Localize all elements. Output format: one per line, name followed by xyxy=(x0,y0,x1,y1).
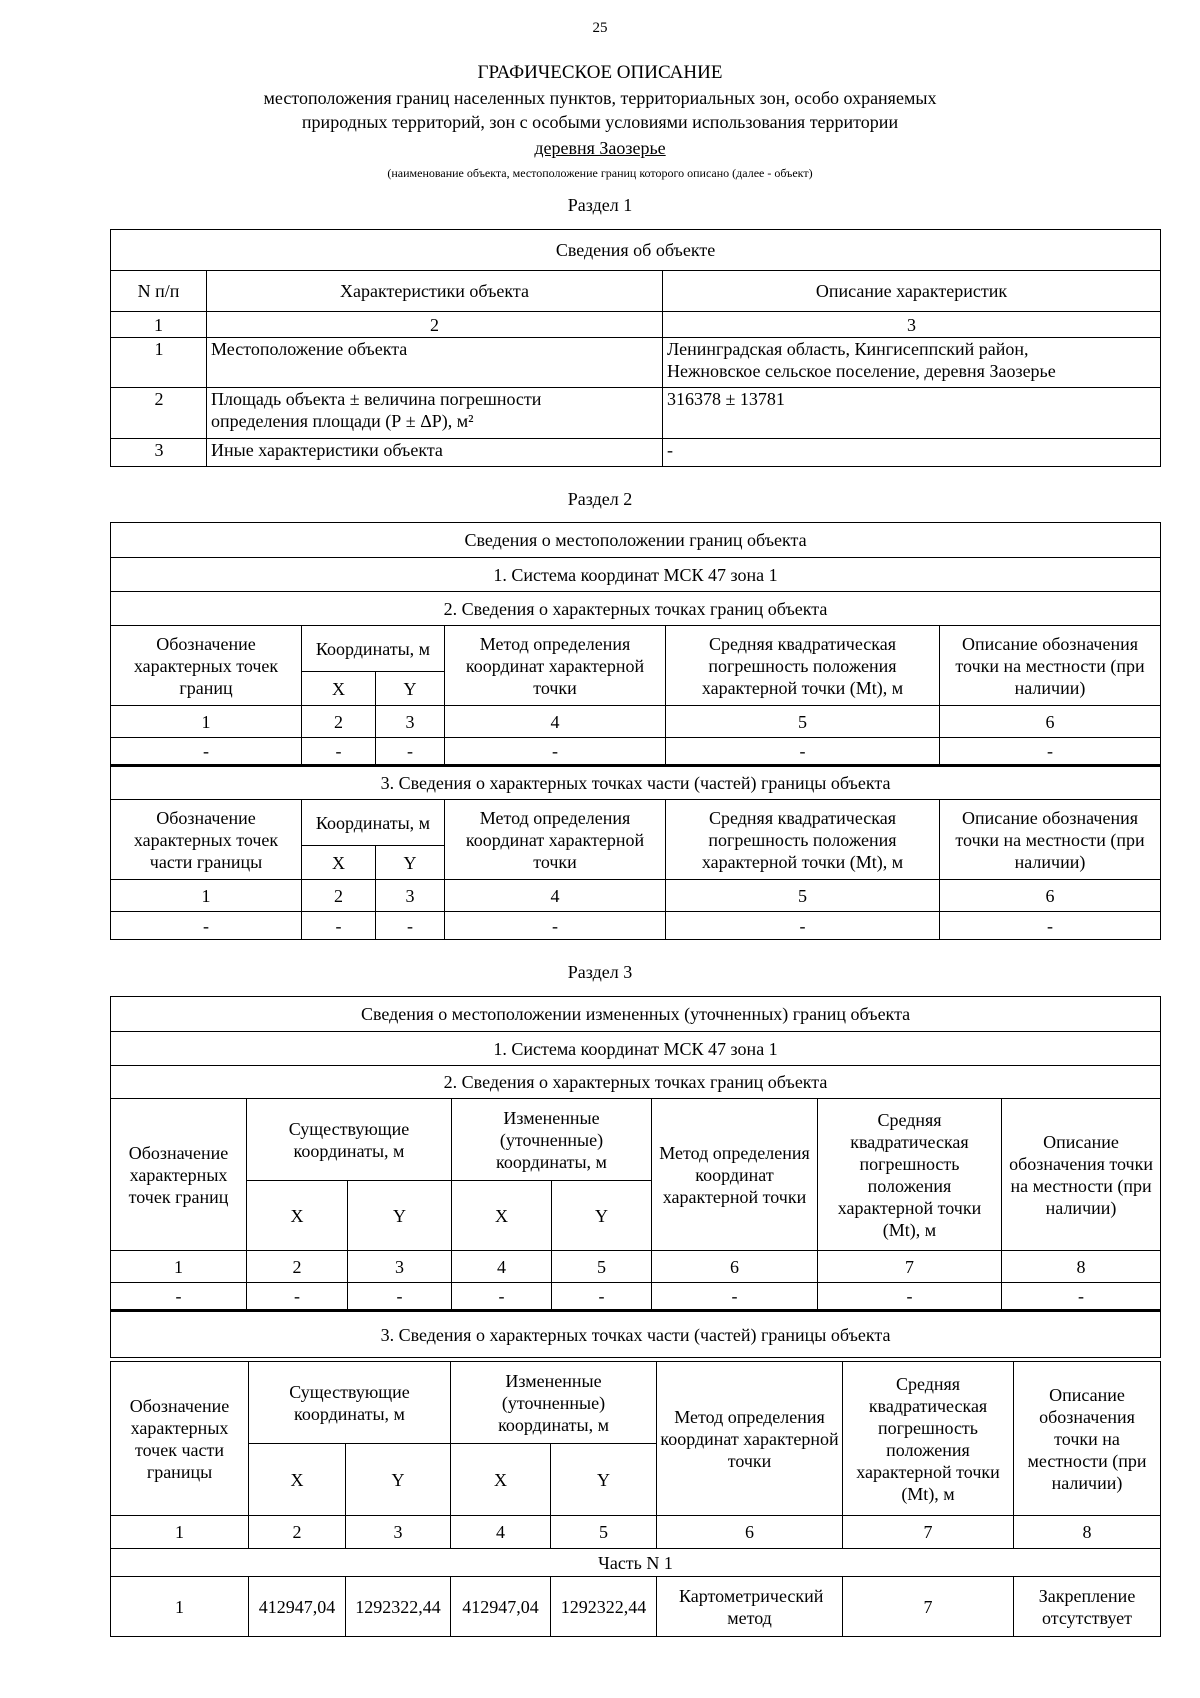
column-number: 5 xyxy=(666,706,940,738)
header-designation: Обозначение характерных точек границ xyxy=(111,626,302,706)
header-y: Y xyxy=(376,846,445,880)
header-error: Средняя квадратическая погрешность положения характерной точки (Mt), м xyxy=(843,1362,1014,1516)
column-number: 3 xyxy=(348,1251,452,1283)
header-existing-coordinates: Существующие координаты, м xyxy=(247,1099,452,1181)
header-description: Описание обозначения точки на местности (при наличии) xyxy=(940,800,1161,880)
header-cell: Описание характеристик xyxy=(663,271,1161,312)
column-number: 3 xyxy=(663,312,1161,338)
header-error: Средняя квадратическая погрешность положения характерной точки (Mt), м xyxy=(666,800,940,880)
table-row: - - - - - - xyxy=(111,738,1161,766)
table-row: 1 412947,04 1292322,44 412947,04 1292322,44 Картометрический метод 7 Закрепление отсутствует xyxy=(111,1577,1161,1637)
column-number: 6 xyxy=(940,706,1161,738)
document-subtitle-line-1: местоположения границ населенных пунктов, территориальных зон, особо охраняемых xyxy=(263,88,937,108)
column-number: 5 xyxy=(666,880,940,912)
column-number: 2 xyxy=(302,706,376,738)
header-x: X xyxy=(247,1181,348,1251)
table-row: 1 Местоположение объекта Ленинградская область, Кингисеппский район, Нежновское сельское поселение, деревня Заозерье xyxy=(111,338,1161,388)
section-3-label: Раздел 3 xyxy=(567,962,633,982)
section-1-label: Раздел 1 xyxy=(567,195,633,215)
object-name-note: (наименование объекта, местоположение границ которого описано (далее - объект) xyxy=(387,166,813,180)
column-number: 1 xyxy=(111,706,302,738)
header-changed-coordinates: Измененные (уточненные) координаты, м xyxy=(452,1099,652,1181)
column-number: 6 xyxy=(652,1251,818,1283)
column-number: 1 xyxy=(111,880,302,912)
header-x: X xyxy=(249,1444,346,1516)
header-description: Описание обозначения точки на местности (при наличии) xyxy=(940,626,1161,706)
header-designation: Обозначение характерных точек границ xyxy=(111,1099,247,1251)
header-method: Метод определения координат характерной точки xyxy=(445,800,666,880)
column-number: 1 xyxy=(111,312,207,338)
coordinate-system: 1. Система координат МСК 47 зона 1 xyxy=(111,1032,1161,1066)
column-number: 8 xyxy=(1002,1251,1161,1283)
page-number: 25 xyxy=(592,20,608,36)
header-designation: Обозначение характерных точек части границы xyxy=(111,1362,249,1516)
column-number: 4 xyxy=(451,1516,551,1549)
column-number: 2 xyxy=(249,1516,346,1549)
header-error: Средняя квадратическая погрешность положения характерной точки (Mt), м xyxy=(666,626,940,706)
column-number: 1 xyxy=(111,1251,247,1283)
document-title: ГРАФИЧЕСКОЕ ОПИСАНИЕ xyxy=(477,62,723,83)
column-number: 3 xyxy=(376,880,445,912)
coordinate-system: 1. Система координат МСК 47 зона 1 xyxy=(111,558,1161,592)
header-cell: N п/п xyxy=(111,271,207,312)
header-y: Y xyxy=(348,1181,452,1251)
header-existing-coordinates: Существующие координаты, м xyxy=(249,1362,451,1444)
table-row: - - - - - - - - xyxy=(111,1283,1161,1311)
column-number: 4 xyxy=(445,880,666,912)
table-row: - - - - - - xyxy=(111,912,1161,940)
column-number: 8 xyxy=(1014,1516,1161,1549)
subsection-2-title: 2. Сведения о характерных точках границ объекта xyxy=(111,1066,1161,1099)
header-cell: Характеристики объекта xyxy=(207,271,663,312)
subsection-3-title: 3. Сведения о характерных точках части (частей) границы объекта xyxy=(111,766,1161,800)
column-number: 7 xyxy=(818,1251,1002,1283)
section-3-table-part-2 xyxy=(110,1361,1161,1637)
header-designation: Обозначение характерных точек части границы xyxy=(111,800,302,880)
column-number: 7 xyxy=(843,1516,1014,1549)
header-y: Y xyxy=(376,672,445,706)
column-number: 4 xyxy=(445,706,666,738)
section-1-table-title: Сведения об объекте xyxy=(111,230,1161,271)
header-method: Метод определения координат характерной точки xyxy=(652,1099,818,1251)
column-number: 3 xyxy=(346,1516,451,1549)
header-x: X xyxy=(302,672,376,706)
section-1-table xyxy=(110,229,1161,467)
header-changed-coordinates: Измененные (уточненные) координаты, м xyxy=(451,1362,657,1444)
column-number: 2 xyxy=(302,880,376,912)
section-2-table-title: Сведения о местоположении границ объекта xyxy=(111,523,1161,558)
header-method: Метод определения координат характерной точки xyxy=(657,1362,843,1516)
document-subtitle-line-2: природных территорий, зон с особыми условиями использования территории xyxy=(301,112,899,132)
table-row: 2 Площадь объекта ± величина погрешности определения площади (Р ± ΔР), м² 316378 ± 13781 xyxy=(111,388,1161,439)
object-name: деревня Заозерье xyxy=(534,138,666,158)
column-number: 4 xyxy=(452,1251,552,1283)
column-number: 2 xyxy=(247,1251,348,1283)
header-error: Средняя квадратическая погрешность положения характерной точки (Mt), м xyxy=(818,1099,1002,1251)
column-number: 5 xyxy=(552,1251,652,1283)
header-x: X xyxy=(302,846,376,880)
column-number: 6 xyxy=(940,880,1161,912)
header-y: Y xyxy=(552,1181,652,1251)
part-label: Часть N 1 xyxy=(111,1549,1161,1577)
section-3-table-title: Сведения о местоположении измененных (уточненных) границ объекта xyxy=(111,997,1161,1032)
header-description: Описание обозначения точки на местности (при наличии) xyxy=(1002,1099,1161,1251)
subsection-2-title: 2. Сведения о характерных точках границ объекта xyxy=(111,592,1161,626)
header-coordinates: Координаты, м xyxy=(302,800,445,846)
column-number: 6 xyxy=(657,1516,843,1549)
header-description: Описание обозначения точки на местности (при наличии) xyxy=(1014,1362,1161,1516)
section-2-label: Раздел 2 xyxy=(567,489,633,509)
column-number: 2 xyxy=(207,312,663,338)
table-row: 3 Иные характеристики объекта - xyxy=(111,439,1161,467)
header-y: Y xyxy=(346,1444,451,1516)
column-number: 3 xyxy=(376,706,445,738)
header-x: X xyxy=(451,1444,551,1516)
header-coordinates: Координаты, м xyxy=(302,626,445,672)
subsection-3-title: 3. Сведения о характерных точках части (частей) границы объекта xyxy=(111,1311,1161,1358)
header-y: Y xyxy=(551,1444,657,1516)
header-x: X xyxy=(452,1181,552,1251)
section-2-table xyxy=(110,522,1161,940)
header-method: Метод определения координат характерной точки xyxy=(445,626,666,706)
section-3-table-part-1 xyxy=(110,996,1161,1358)
column-number: 1 xyxy=(111,1516,249,1549)
column-number: 5 xyxy=(551,1516,657,1549)
